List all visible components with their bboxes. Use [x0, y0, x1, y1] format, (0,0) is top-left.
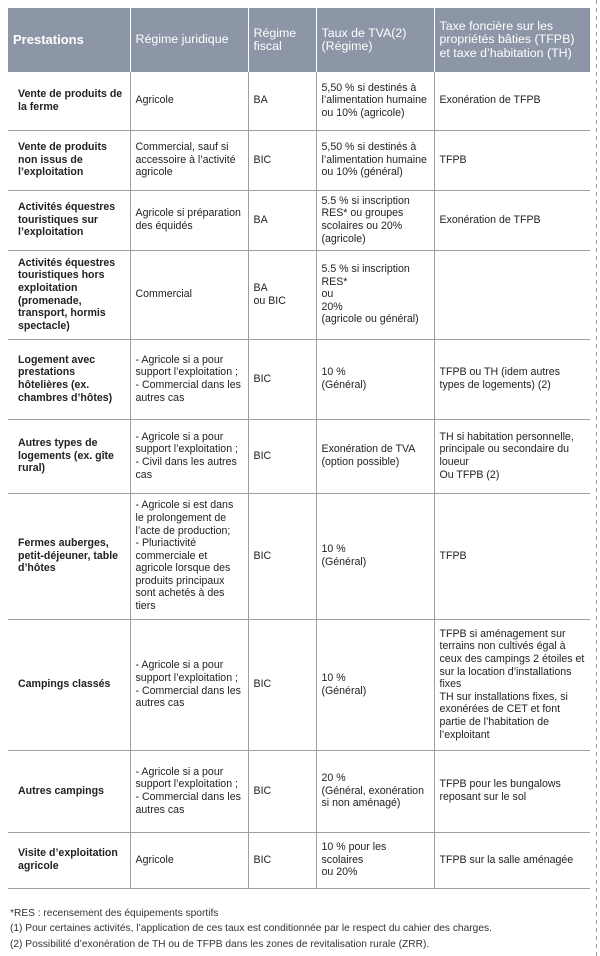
cell-regime-juridique: Agricole — [130, 72, 248, 130]
footnotes — [10, 906, 590, 952]
cell-regime-juridique: Agricole — [130, 832, 248, 888]
cell-taxe: Exonération de TFPB — [434, 72, 590, 130]
cell-tva: 10 % (Général) — [316, 493, 434, 619]
cell-taxe: TFPB ou TH (idem autres types de logements) (2) — [434, 339, 590, 419]
cell-taxe: TFPB si aménagement sur terrains non cultivés égal à ceux des campings 2 étoiles et sur la location d’installations fixes TH sur installations fixes, si exonérées de CET et font partie de l’habitation de l’exploitant — [434, 619, 590, 750]
header-prestations: Prestations — [8, 8, 130, 72]
table-row — [8, 619, 590, 750]
cell-taxe: TFPB — [434, 130, 590, 190]
cell-regime-juridique: - Agricole si a pour support l’exploitation ; - Civil dans les autres cas — [130, 419, 248, 493]
cell-regime-juridique: Commercial — [130, 250, 248, 339]
cell-regime-fiscal: BIC — [248, 832, 316, 888]
table-row — [8, 250, 590, 339]
table-row — [8, 750, 590, 832]
cell-regime-fiscal: BA ou BIC — [248, 250, 316, 339]
cell-regime-fiscal: BIC — [248, 493, 316, 619]
table-row — [8, 190, 590, 250]
cell-tva: 5,50 % si destinés à l’alimentation humaine ou 10% (agricole) — [316, 72, 434, 130]
cell-tva: 10 % pour les scolaires ou 20% — [316, 832, 434, 888]
cell-prestation: Activités équestres touristiques sur l’exploitation — [8, 190, 130, 250]
cell-regime-juridique: - Agricole si a pour support l’exploitation ; - Commercial dans les autres cas — [130, 339, 248, 419]
cell-taxe: TFPB — [434, 493, 590, 619]
header-taux-tva: Taux de TVA(2) (Régime) — [316, 8, 434, 72]
table-header-row — [8, 8, 590, 72]
table-row — [8, 130, 590, 190]
cell-tva: 5,50 % si destinés à l’alimentation humaine ou 10% (général) — [316, 130, 434, 190]
cell-prestation: Campings classés — [8, 619, 130, 750]
cell-prestation: Activités équestres touristiques hors exploitation (promenade, transport, hormis spectacle) — [8, 250, 130, 339]
cell-taxe — [434, 250, 590, 339]
table-row — [8, 339, 590, 419]
cell-taxe: TH si habitation personnelle, principale ou secondaire du loueur Ou TFPB (2) — [434, 419, 590, 493]
cell-regime-fiscal: BIC — [248, 130, 316, 190]
footnote-2: (2) Possibilité d’exonération de TH ou de TFPB dans les zones de revitalisation rurale (ZRR). — [10, 938, 430, 950]
cell-tva: 10 % (Général) — [316, 339, 434, 419]
cell-prestation: Autres types de logements (ex. gîte rural) — [8, 419, 130, 493]
header-regime-fiscal: Régime fiscal — [248, 8, 316, 72]
table-row — [8, 832, 590, 888]
cell-tva: 10 % (Général) — [316, 619, 434, 750]
cell-tva: Exonération de TVA (option possible) — [316, 419, 434, 493]
cell-regime-juridique: - Agricole si est dans le prolongement de l’acte de production; - Pluriactivité commerciale et agricole lorsque des produits principaux sont achetés à des tiers — [130, 493, 248, 619]
cell-taxe: TFPB pour les bungalows reposant sur le sol — [434, 750, 590, 832]
header-regime-juridique: Régime juridique — [130, 8, 248, 72]
cell-regime-fiscal: BIC — [248, 339, 316, 419]
cell-regime-juridique: - Agricole si a pour support l’exploitation ; - Commercial dans les autres cas — [130, 750, 248, 832]
cell-tva: 5.5 % si inscription RES* ou groupes scolaires ou 20% (agricole) — [316, 190, 434, 250]
cell-prestation: Visite d’exploitation agricole — [8, 832, 130, 888]
tax-regime-table — [8, 8, 590, 889]
cell-prestation: Autres campings — [8, 750, 130, 832]
cell-taxe: Exonération de TFPB — [434, 190, 590, 250]
cell-taxe: TFPB sur la salle aménagée — [434, 832, 590, 888]
table-row — [8, 493, 590, 619]
footnote-1: (1) Pour certaines activités, l’application de ces taux est conditionnée par le respect du cahier des charges. — [10, 923, 492, 935]
cell-regime-fiscal: BIC — [248, 619, 316, 750]
table-row — [8, 419, 590, 493]
table-row — [8, 72, 590, 130]
cell-regime-juridique: Commercial, sauf si accessoire à l’activité agricole — [130, 130, 248, 190]
cell-regime-juridique: Agricole si préparation des équidés — [130, 190, 248, 250]
cell-regime-fiscal: BIC — [248, 750, 316, 832]
header-taxe-fonciere: Taxe foncière sur les propriétés bâties (TFPB) et taxe d’habitation (TH) — [434, 8, 590, 72]
dashed-cut-line — [596, 0, 597, 956]
footnote-res: *RES : recensement des équipements sportifs — [10, 908, 219, 919]
cell-tva: 5.5 % si inscription RES* ou 20% (agricole ou général) — [316, 250, 434, 339]
cell-regime-fiscal: BA — [248, 190, 316, 250]
cell-regime-fiscal: BIC — [248, 419, 316, 493]
cell-prestation: Vente de produits de la ferme — [8, 72, 130, 130]
cell-regime-juridique: - Agricole si a pour support l’exploitation ; - Commercial dans les autres cas — [130, 619, 248, 750]
cell-prestation: Logement avec prestations hôtelières (ex. chambres d’hôtes) — [8, 339, 130, 419]
cell-prestation: Fermes auberges, petit-déjeuner, table d’hôtes — [8, 493, 130, 619]
cell-tva: 20 % (Général, exonération si non aménagé) — [316, 750, 434, 832]
cell-prestation: Vente de produits non issus de l’exploitation — [8, 130, 130, 190]
cell-regime-fiscal: BA — [248, 72, 316, 130]
